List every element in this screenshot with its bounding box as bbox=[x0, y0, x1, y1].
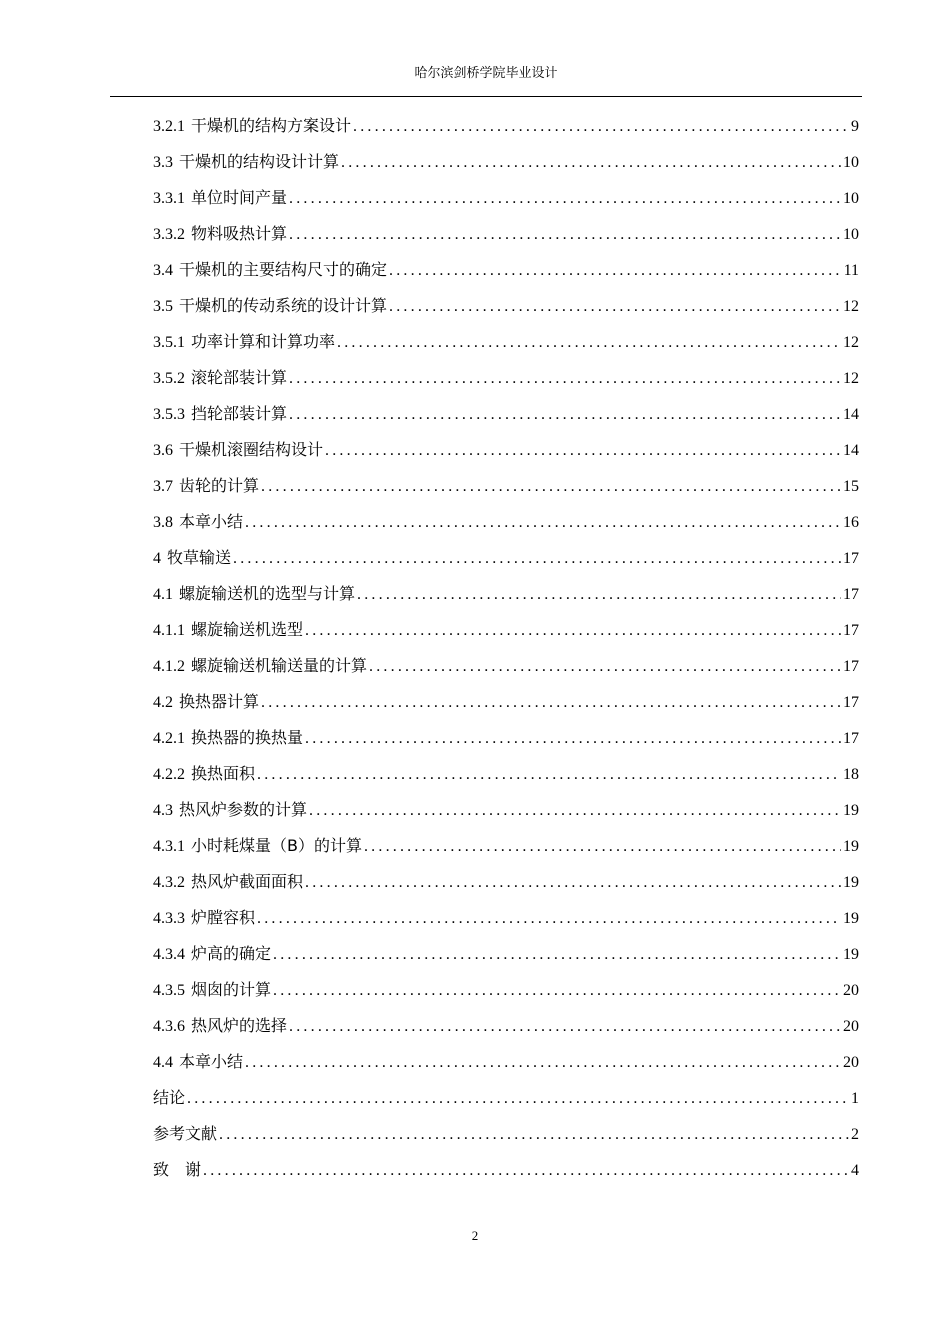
toc-entry-title: 小时耗煤量（B）的计算 bbox=[191, 836, 362, 855]
toc-entry[interactable] bbox=[153, 288, 859, 324]
toc-entry-page: 20 bbox=[843, 982, 859, 999]
toc-entry[interactable] bbox=[153, 612, 859, 648]
toc-entry-number: 4.3.5 bbox=[153, 982, 185, 999]
toc-entry-page: 12 bbox=[843, 298, 859, 315]
toc-dot-leader bbox=[353, 109, 849, 144]
toc-entry-page: 14 bbox=[843, 406, 859, 423]
toc-entry[interactable] bbox=[153, 468, 859, 504]
toc-entry-page: 19 bbox=[843, 874, 859, 891]
toc-dot-leader bbox=[369, 649, 841, 684]
toc-entry-title: 致 谢 bbox=[153, 1160, 202, 1179]
toc-entry[interactable] bbox=[153, 324, 859, 360]
toc-entry-number: 4 bbox=[153, 550, 161, 567]
toc-entry-page: 1 bbox=[851, 1090, 859, 1107]
toc-entry-number: 4.1 bbox=[153, 586, 173, 603]
toc-entry-page: 19 bbox=[843, 946, 859, 963]
toc-entry[interactable] bbox=[153, 1080, 859, 1116]
toc-entry[interactable] bbox=[153, 252, 859, 288]
toc-entry-number: 4.2.2 bbox=[153, 766, 185, 783]
toc-entry-title: 参考文献 bbox=[153, 1124, 218, 1143]
toc-entry-title: 热风炉的选择 bbox=[191, 1016, 288, 1035]
toc-entry-number: 3.4 bbox=[153, 262, 173, 279]
toc-dot-leader bbox=[325, 433, 841, 468]
header-title: 哈尔滨剑桥学院毕业设计 bbox=[414, 66, 558, 81]
toc-entry-title: 挡轮部装计算 bbox=[191, 404, 288, 423]
toc-entry[interactable] bbox=[153, 432, 859, 468]
toc-dot-leader bbox=[389, 289, 841, 324]
toc-entry-title: 换热面积 bbox=[191, 764, 256, 783]
toc-entry[interactable] bbox=[153, 828, 859, 864]
toc-entry-page: 19 bbox=[843, 910, 859, 927]
toc-entry-page: 19 bbox=[843, 838, 859, 855]
toc-entry-number: 4.3.4 bbox=[153, 946, 185, 963]
toc-entry-number: 4.3.2 bbox=[153, 874, 185, 891]
toc-entry-number: 3.2.1 bbox=[153, 118, 185, 135]
header-divider bbox=[110, 96, 862, 97]
toc-entry-title: 滚轮部装计算 bbox=[191, 368, 288, 387]
toc-entry[interactable] bbox=[153, 504, 859, 540]
toc-entry-page: 14 bbox=[843, 442, 859, 459]
toc-dot-leader bbox=[341, 145, 841, 180]
toc-dot-leader bbox=[219, 1117, 849, 1152]
toc-entry[interactable] bbox=[153, 1152, 859, 1188]
toc-entry-number: 3.5.1 bbox=[153, 334, 185, 351]
toc-dot-leader bbox=[289, 361, 841, 396]
toc-entry-title: 本章小结 bbox=[179, 512, 244, 531]
toc-dot-leader bbox=[245, 1045, 841, 1080]
toc-dot-leader bbox=[305, 721, 841, 756]
toc-entry[interactable] bbox=[153, 900, 859, 936]
toc-entry-page: 12 bbox=[843, 334, 859, 351]
toc-entry[interactable] bbox=[153, 540, 859, 576]
toc-entry-number: 3.3.1 bbox=[153, 190, 185, 207]
toc-entry-number: 4.3.1 bbox=[153, 838, 185, 855]
toc-entry-page: 10 bbox=[843, 190, 859, 207]
toc-dot-leader bbox=[364, 829, 841, 864]
toc-entry-page: 11 bbox=[843, 262, 859, 279]
toc-entry-title: 烟囱的计算 bbox=[191, 980, 272, 999]
toc-entry-title: 换热器计算 bbox=[179, 692, 260, 711]
toc-entry-number: 4.3 bbox=[153, 802, 173, 819]
toc-entry-page: 4 bbox=[851, 1162, 859, 1179]
toc-entry-page: 12 bbox=[843, 370, 859, 387]
toc-dot-leader bbox=[261, 685, 841, 720]
toc-entry-title: 炉高的确定 bbox=[191, 944, 272, 963]
toc-entry-title: 干燥机的结构设计计算 bbox=[179, 152, 340, 171]
toc-dot-leader bbox=[305, 613, 841, 648]
toc-dot-leader bbox=[233, 541, 841, 576]
toc-dot-leader bbox=[389, 253, 842, 288]
toc-dot-leader bbox=[289, 217, 841, 252]
toc-dot-leader bbox=[273, 973, 841, 1008]
toc-entry-number: 3.5 bbox=[153, 298, 173, 315]
toc-entry-title: 干燥机滚圈结构设计 bbox=[179, 440, 324, 459]
toc-entry-title: 换热器的换热量 bbox=[191, 728, 304, 747]
toc-entry-page: 2 bbox=[851, 1126, 859, 1143]
toc-entry-page: 17 bbox=[843, 622, 859, 639]
toc-entry-title: 螺旋输送机的选型与计算 bbox=[179, 584, 356, 603]
toc-entry[interactable] bbox=[153, 144, 859, 180]
toc-dot-leader bbox=[357, 577, 841, 612]
toc-entry[interactable] bbox=[153, 1008, 859, 1044]
toc-entry[interactable] bbox=[153, 756, 859, 792]
toc-entry-number: 3.8 bbox=[153, 514, 173, 531]
toc-entry-page: 17 bbox=[843, 550, 859, 567]
toc-entry[interactable] bbox=[153, 648, 859, 684]
toc-entry-page: 18 bbox=[843, 766, 859, 783]
toc-entry-title: 螺旋输送机选型 bbox=[191, 620, 304, 639]
toc-entry[interactable] bbox=[153, 1044, 859, 1080]
toc-entry-title: 功率计算和计算功率 bbox=[191, 332, 336, 351]
toc-entry-title: 牧草输送 bbox=[167, 548, 232, 567]
toc-entry-page: 9 bbox=[851, 118, 859, 135]
toc-entry-number: 4.1.1 bbox=[153, 622, 185, 639]
toc-dot-leader bbox=[257, 757, 841, 792]
toc-dot-leader bbox=[289, 181, 841, 216]
toc-dot-leader bbox=[337, 325, 841, 360]
toc-entry-page: 17 bbox=[843, 586, 859, 603]
toc-entry-page: 20 bbox=[843, 1054, 859, 1071]
toc-dot-leader bbox=[187, 1081, 849, 1116]
toc-entry-number: 3.3.2 bbox=[153, 226, 185, 243]
toc-entry-number: 3.3 bbox=[153, 154, 173, 171]
toc-entry-number: 4.4 bbox=[153, 1054, 173, 1071]
toc-entry-number: 3.5.3 bbox=[153, 406, 185, 423]
toc-dot-leader bbox=[305, 865, 841, 900]
toc-dot-leader bbox=[257, 901, 841, 936]
toc-entry-page: 17 bbox=[843, 694, 859, 711]
toc-entry-page: 15 bbox=[843, 478, 859, 495]
toc-entry[interactable] bbox=[153, 792, 859, 828]
toc-entry[interactable] bbox=[153, 720, 859, 756]
toc-entry-title: 螺旋输送机输送量的计算 bbox=[191, 656, 368, 675]
page-footer bbox=[0, 1228, 950, 1244]
toc-entry-page: 10 bbox=[843, 226, 859, 243]
toc-entry[interactable] bbox=[153, 684, 859, 720]
toc-entry[interactable] bbox=[153, 936, 859, 972]
toc-entry-page: 19 bbox=[843, 802, 859, 819]
toc-entry[interactable] bbox=[153, 108, 859, 144]
toc-entry-number: 3.7 bbox=[153, 478, 173, 495]
toc-entry-number: 4.3.3 bbox=[153, 910, 185, 927]
toc-entry-page: 16 bbox=[843, 514, 859, 531]
toc-entry[interactable] bbox=[153, 396, 859, 432]
toc-entry-title: 热风炉截面面积 bbox=[191, 872, 304, 891]
toc-entry-number: 4.2 bbox=[153, 694, 173, 711]
toc-entry-number: 4.3.6 bbox=[153, 1018, 185, 1035]
toc-entry[interactable] bbox=[153, 360, 859, 396]
toc-entry-title: 单位时间产量 bbox=[191, 188, 288, 207]
toc-entry-title: 干燥机的传动系统的设计计算 bbox=[179, 296, 388, 315]
toc-entry[interactable] bbox=[153, 864, 859, 900]
toc-entry-title: 物料吸热计算 bbox=[191, 224, 288, 243]
toc-entry[interactable] bbox=[153, 180, 859, 216]
toc-entry-page: 17 bbox=[843, 658, 859, 675]
toc-entry-title: 干燥机的主要结构尺寸的确定 bbox=[179, 260, 388, 279]
toc-dot-leader bbox=[203, 1153, 849, 1188]
page-header bbox=[110, 62, 862, 96]
toc-entry[interactable] bbox=[153, 216, 859, 252]
toc-dot-leader bbox=[289, 1009, 841, 1044]
toc-entry-title: 热风炉参数的计算 bbox=[179, 800, 308, 819]
toc-entry-page: 10 bbox=[843, 154, 859, 171]
table-of-contents bbox=[153, 108, 859, 1188]
toc-dot-leader bbox=[273, 937, 841, 972]
toc-dot-leader bbox=[245, 505, 841, 540]
toc-entry-title: 齿轮的计算 bbox=[179, 476, 260, 495]
toc-entry-number: 4.2.1 bbox=[153, 730, 185, 747]
toc-entry-page: 20 bbox=[843, 1018, 859, 1035]
toc-dot-leader bbox=[289, 397, 841, 432]
toc-entry-title: 干燥机的结构方案设计 bbox=[191, 116, 352, 135]
toc-entry-page: 17 bbox=[843, 730, 859, 747]
toc-entry[interactable] bbox=[153, 576, 859, 612]
toc-dot-leader bbox=[261, 469, 841, 504]
toc-entry-number: 4.1.2 bbox=[153, 658, 185, 675]
toc-dot-leader bbox=[309, 793, 841, 828]
toc-entry-number: 3.5.2 bbox=[153, 370, 185, 387]
page-number: 2 bbox=[471, 1228, 479, 1243]
toc-entry[interactable] bbox=[153, 972, 859, 1008]
toc-entry[interactable] bbox=[153, 1116, 859, 1152]
toc-entry-title: 炉膛容积 bbox=[191, 908, 256, 927]
toc-entry-title: 结论 bbox=[153, 1088, 186, 1107]
toc-entry-title: 本章小结 bbox=[179, 1052, 244, 1071]
toc-entry-number: 3.6 bbox=[153, 442, 173, 459]
